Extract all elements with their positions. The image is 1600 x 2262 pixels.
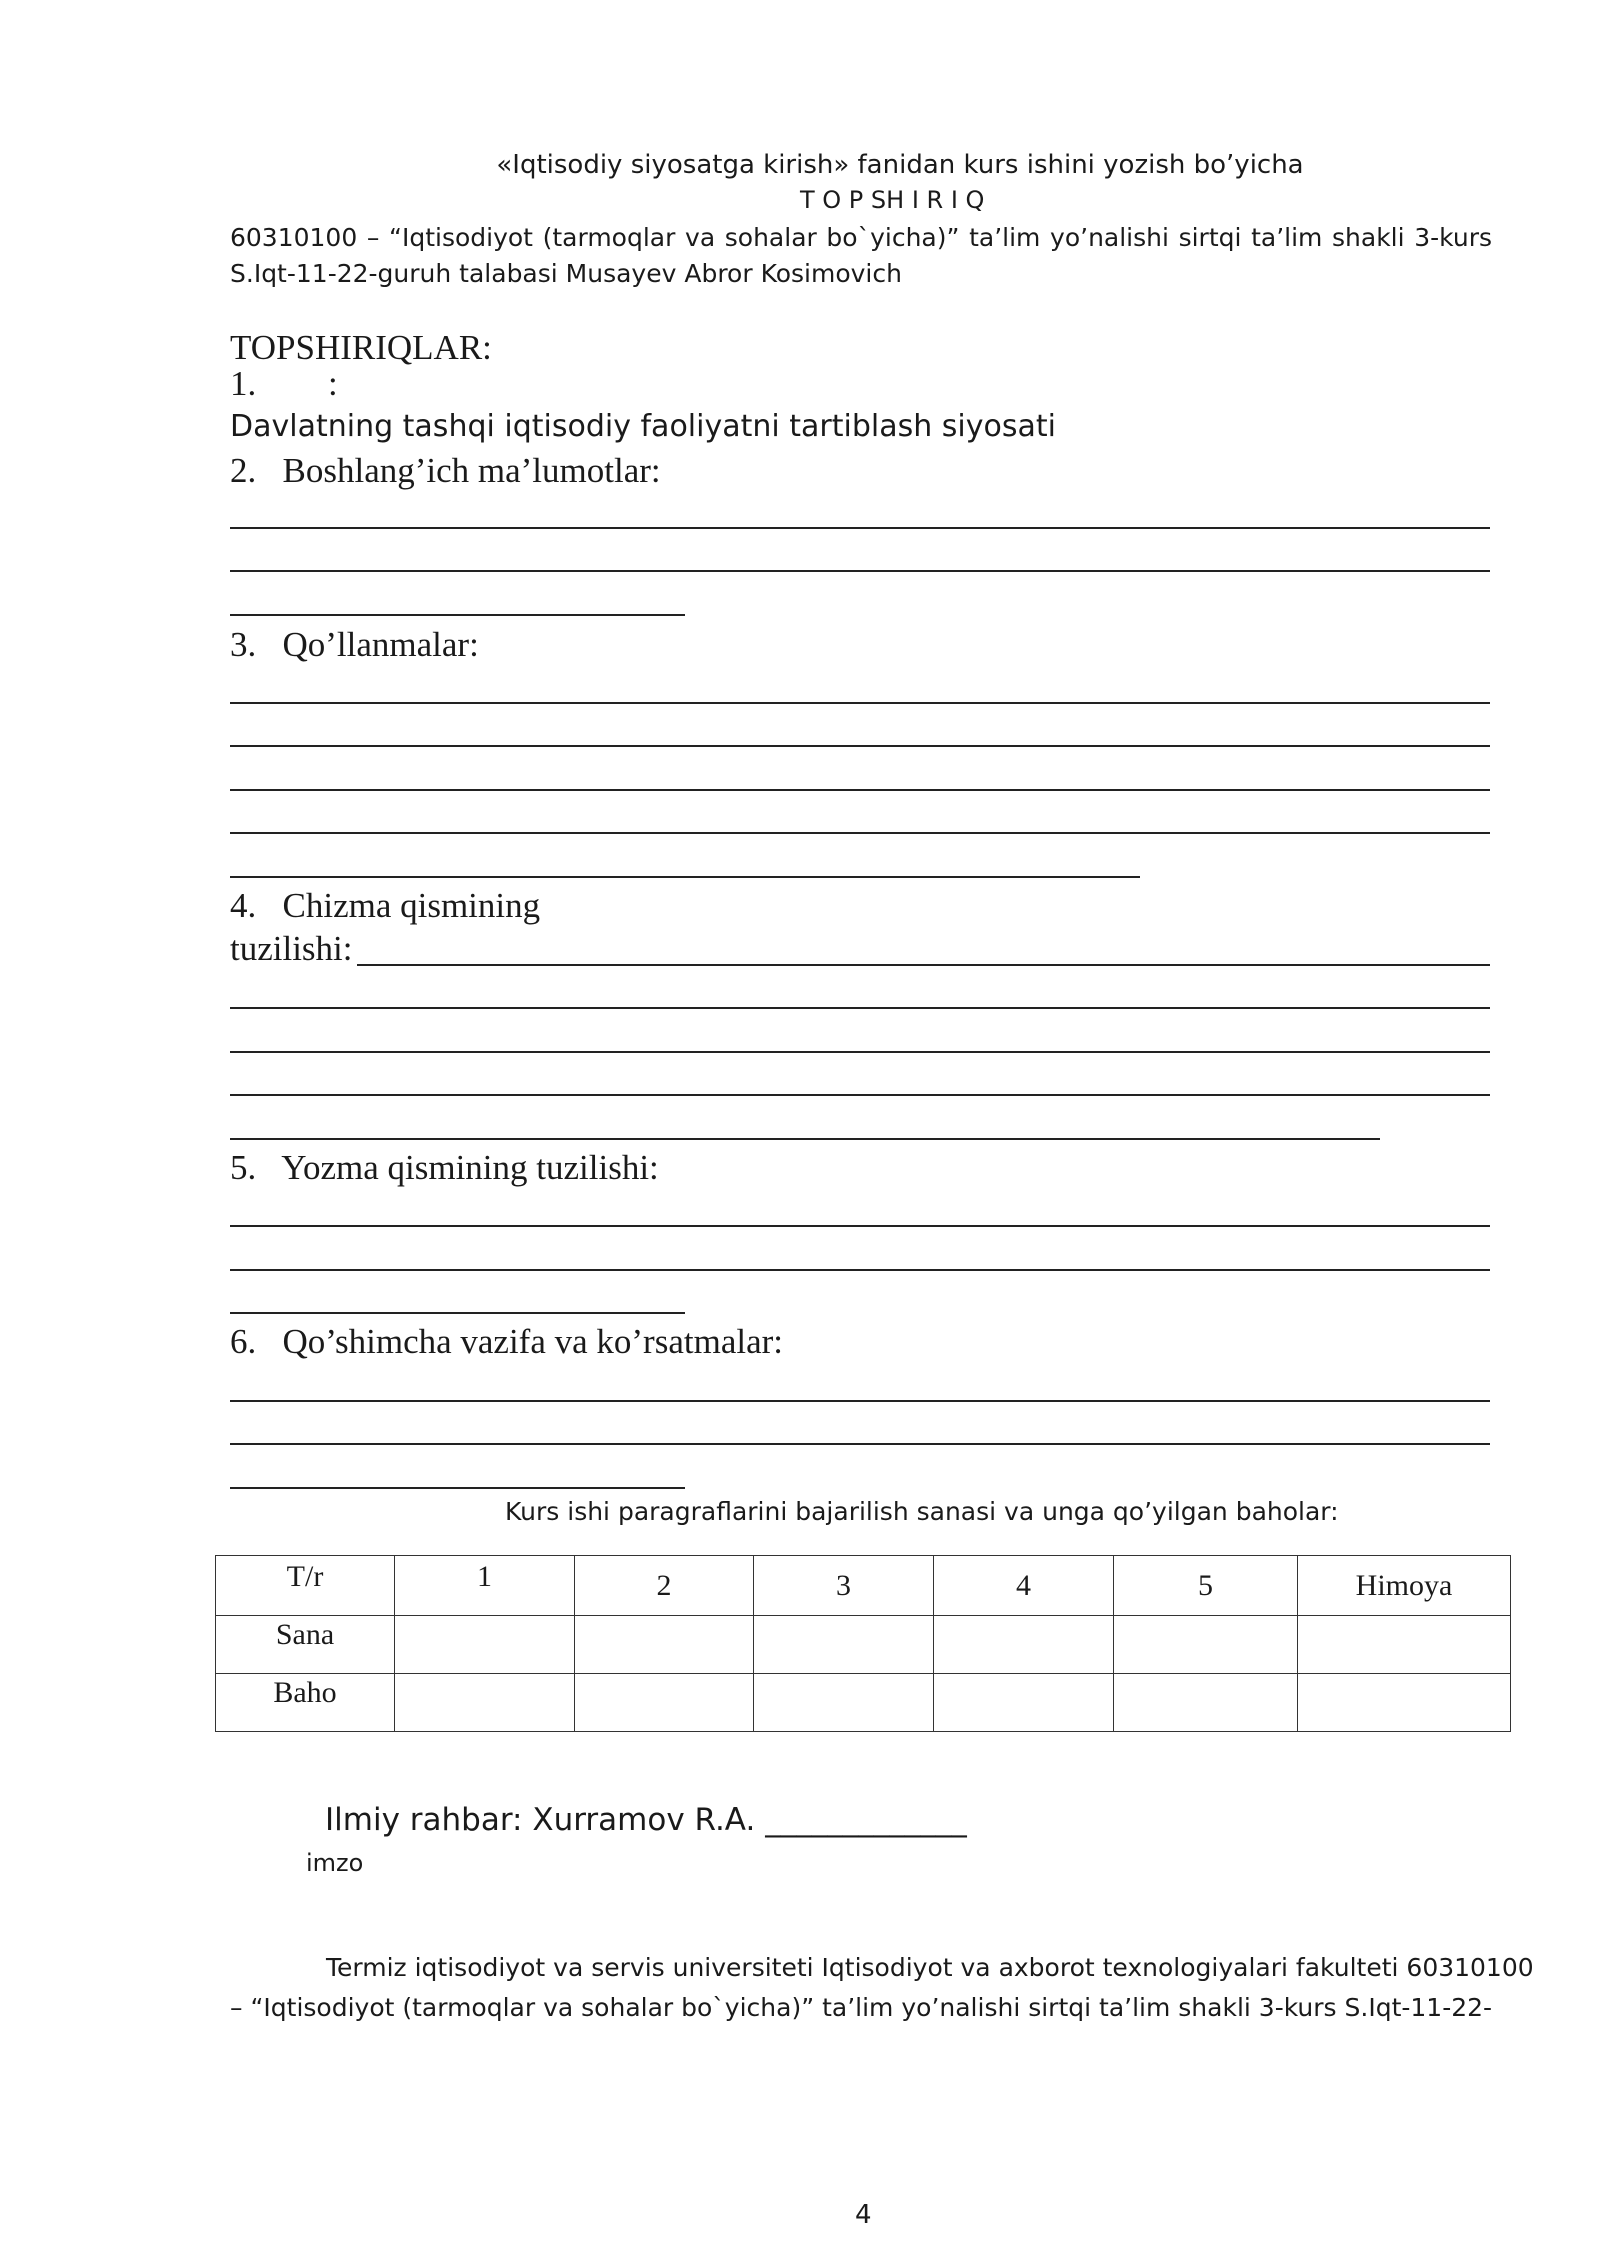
table-header-cell: 4 <box>934 1556 1114 1616</box>
footer-line-2: – “Iqtisodiyot (tarmoqlar va sohalar bo`yicha)” ta’lim yo’nalishi sirtqi ta’lim shakli 3-kurs S.Iqt-11-22- <box>230 1993 1493 2022</box>
student-info-line-2: S.Iqt-11-22-guruh talabasi Musayev Abror Kosimovich <box>230 259 902 288</box>
answer-line[interactable] <box>230 570 1490 572</box>
table-cell[interactable] <box>395 1674 575 1732</box>
table-cell[interactable] <box>934 1616 1114 1674</box>
answer-line[interactable] <box>230 614 685 616</box>
table-cell[interactable] <box>1298 1674 1511 1732</box>
table-row <box>216 1616 1511 1674</box>
signature-caption: imzo <box>306 1849 364 1877</box>
table-cell[interactable] <box>1114 1674 1298 1732</box>
signature-blank[interactable]: _____________ <box>765 1802 967 1838</box>
student-info-line-1: 60310100 – “Iqtisodiyot (tarmoqlar va sohalar bo`yicha)” ta’lim yo’nalishi sirtqi ta’lim shakli 3-kurs <box>230 223 1492 252</box>
task-4-label: 4. Chizma qismining <box>230 886 541 925</box>
tasks-heading: TOPSHIRIQLAR: <box>230 328 492 367</box>
answer-line[interactable] <box>230 745 1490 747</box>
table-cell[interactable] <box>754 1674 934 1732</box>
table-cell[interactable] <box>934 1674 1114 1732</box>
task-1-number: 1. <box>230 364 257 403</box>
answer-line[interactable] <box>230 1269 1490 1271</box>
answer-line[interactable] <box>230 789 1490 791</box>
task-6-label: 6. Qo’shimcha vazifa va ko’rsatmalar: <box>230 1322 783 1361</box>
table-cell[interactable] <box>754 1616 934 1674</box>
answer-line[interactable] <box>230 1094 1490 1096</box>
table-header-cell: 3 <box>754 1556 934 1616</box>
table-row <box>216 1674 1511 1732</box>
supervisor-label <box>325 1802 967 1838</box>
answer-line[interactable] <box>230 1487 685 1489</box>
answer-line[interactable] <box>230 1312 685 1314</box>
answer-line[interactable] <box>230 1138 1380 1140</box>
table-header-cell: 5 <box>1114 1556 1298 1616</box>
page-number: 4 <box>855 2200 872 2230</box>
row-label-date: Sana <box>216 1616 395 1674</box>
answer-line[interactable] <box>230 1225 1490 1227</box>
answer-line[interactable] <box>230 1400 1490 1402</box>
document-title: «Iqtisodiy siyosatga kirish» fanidan kurs ishini yozish bo’yicha <box>496 150 1304 180</box>
task-3-label: 3. Qo’llanmalar: <box>230 625 479 664</box>
table-header-cell: 1 <box>395 1556 575 1616</box>
table-header-cell: Himoya <box>1298 1556 1511 1616</box>
answer-line[interactable] <box>230 1443 1490 1445</box>
table-cell[interactable] <box>1298 1616 1511 1674</box>
answer-line[interactable] <box>230 1051 1490 1053</box>
footer-line-1: Termiz iqtisodiyot va servis universiteti Iqtisodiyot va axborot texnologiyalari fakulteti 60310100 <box>326 1953 1534 1982</box>
grades-table <box>215 1555 1511 1732</box>
table-cell[interactable] <box>395 1616 575 1674</box>
table-header-row <box>216 1556 1511 1616</box>
table-cell[interactable] <box>575 1674 754 1732</box>
task-4-label-continued: tuzilishi: <box>230 929 353 968</box>
answer-line[interactable] <box>230 702 1490 704</box>
task-2-label: 2. Boshlang’ich ma’lumotlar: <box>230 451 661 490</box>
table-header-cell: 2 <box>575 1556 754 1616</box>
grades-caption: Kurs ishi paragraflarini bajarilish sanasi va unga qo’yilgan baholar: <box>505 1497 1339 1526</box>
supervisor-name: Ilmiy rahbar: Xurramov R.A. <box>325 1802 756 1838</box>
answer-line[interactable] <box>230 1007 1490 1009</box>
answer-line[interactable] <box>230 527 1490 529</box>
answer-line[interactable] <box>230 876 1140 878</box>
answer-line[interactable] <box>230 832 1490 834</box>
answer-line[interactable] <box>357 964 1490 966</box>
row-label-grade: Baho <box>216 1674 395 1732</box>
table-header-cell: T/r <box>216 1556 395 1616</box>
table-cell[interactable] <box>575 1616 754 1674</box>
table-cell[interactable] <box>1114 1616 1298 1674</box>
task-5-label: 5. Yozma qismining tuzilishi: <box>230 1148 659 1187</box>
task-1-colon: : <box>328 364 338 403</box>
task-1-topic: Davlatning tashqi iqtisodiy faoliyatni tartiblash siyosati <box>230 409 1056 444</box>
document-subtitle: T O P SH I R I Q <box>800 186 985 214</box>
